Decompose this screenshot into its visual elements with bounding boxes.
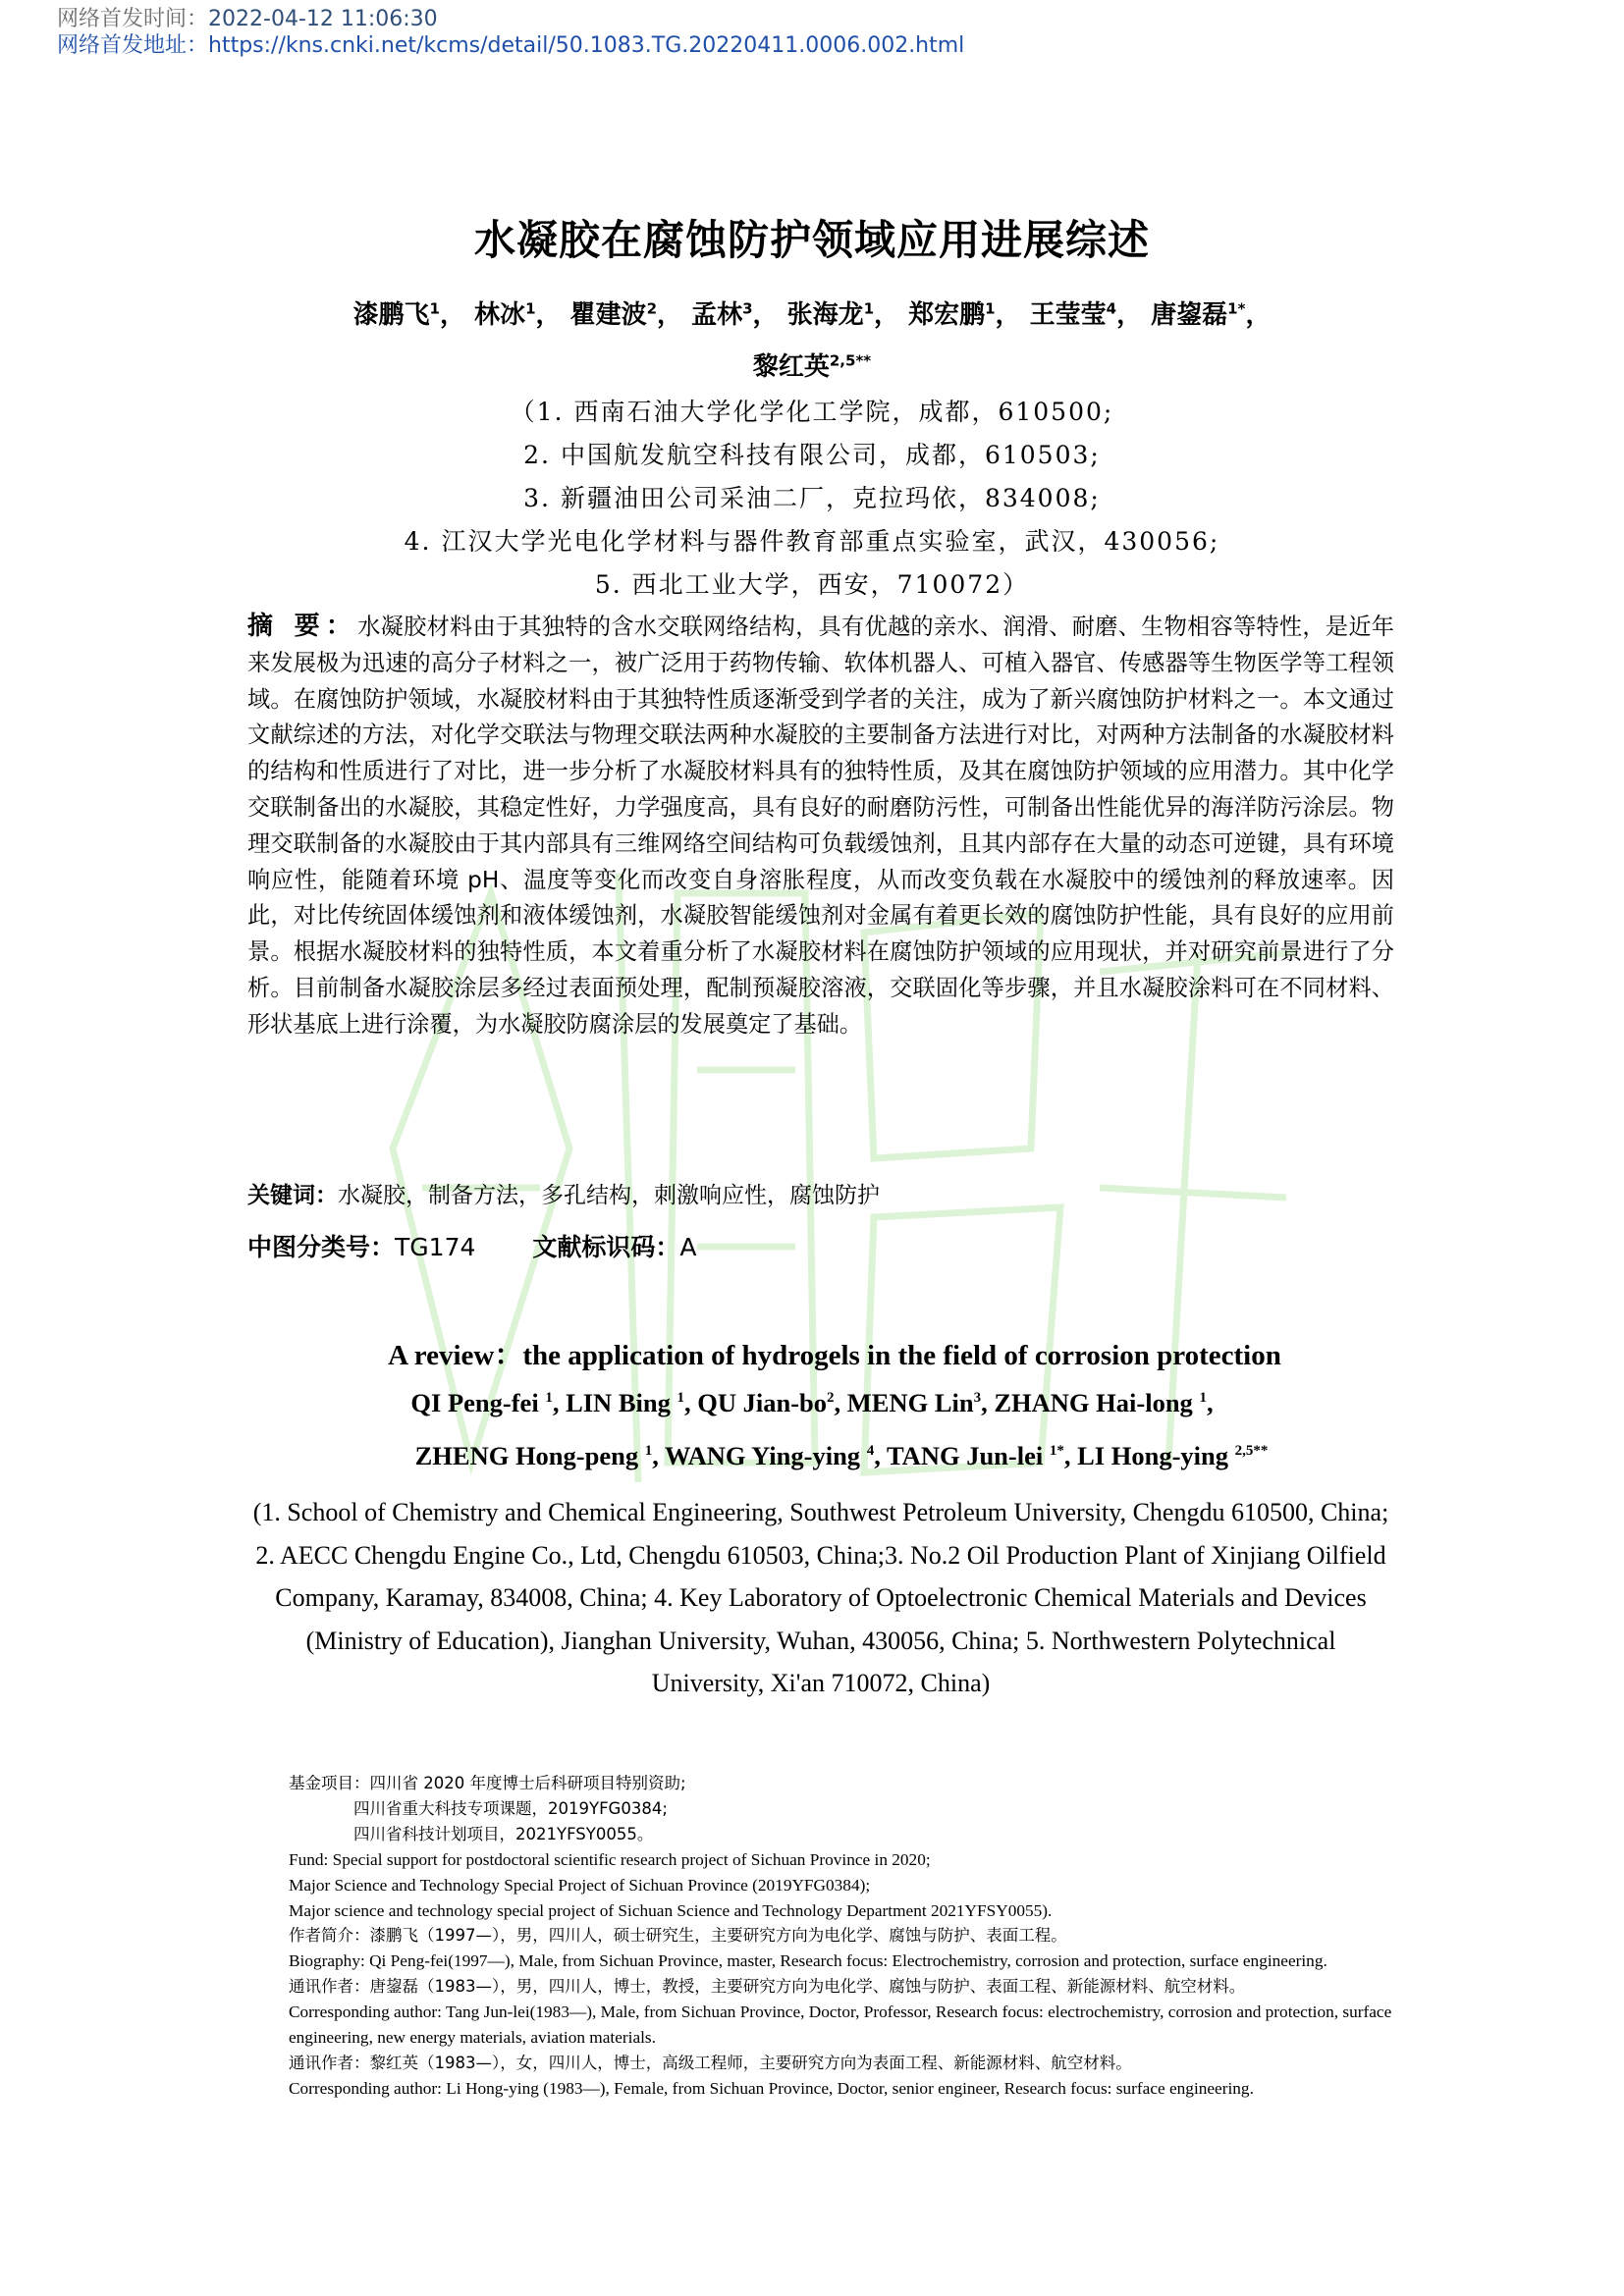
clc-value: TG174 (395, 1233, 476, 1261)
pub-time-value: 2022-04-12 11:06:30 (208, 7, 438, 31)
author-line-en-2: ZHENG Hong-peng $^1$, WANG Ying-ying $^4$, TANG Jun-lei $^{1*}$, LI Hong-ying $^{2,5**}$ (414, 1441, 1269, 1470)
fund-note-cn: 四川省重大科技专项课题，2019YFG0384; (353, 1798, 668, 1818)
fund-note-cn: 四川省科技计划项目，2021YFSY0055。 (353, 1824, 654, 1843)
fund-note-cn: 基金项目：四川省 2020 年度博士后科研项目特别资助; (289, 1774, 686, 1792)
author-affil-mark: 3 (742, 299, 753, 318)
paper-title: 水凝胶在腐蚀防护领域应用进展综述 (473, 216, 1150, 264)
keywords-label: 关键词： (247, 1183, 338, 1208)
pub-time-label: 网络首发时间： (57, 7, 209, 31)
keywords-cn (247, 1177, 880, 1209)
author-name: 王莹莹 (1029, 300, 1107, 330)
pub-url-row (57, 32, 964, 59)
author-affil-mark: 1 (1199, 1390, 1207, 1407)
online-publication-header (57, 6, 964, 59)
affiliation-line: （1. 西南石油大学化学化工学院，成都，610500; (510, 398, 1114, 426)
author-name: 张海龙 (786, 300, 864, 330)
author-name: 林冰 (474, 300, 526, 330)
author-affil-mark: 1 (985, 299, 996, 318)
author-affil-mark: 4 (1106, 299, 1117, 318)
corresponding-author-en: Corresponding author: Li Hong-ying (1983—), Female, from Sichuan Province, Doctor, senior engineer, Research focus: surface engineering. (289, 2078, 1254, 2098)
abstract-text: 水凝胶材料由于其独特的含水交联网络结构，具有优越的亲水、润滑、耐磨、生物相容等特性，是近年来发展极为迅速的高分子材料之一，被广泛用于药物传输、软体机器人、可植入器官、传感器等生物医学等工程领域。在腐蚀防护领域，水凝胶材料由于其独特性质逐渐受到学者的关注，成为了新兴腐蚀防护材料之一。本文通过文献综述的方法，对化学交联法与物理交联法两种水凝胶的主要制备方法进行对比，对两种方法制备的水凝胶材料的结构和性质进行了对比，进一步分析了水凝胶材料具有的独特性质，及其在腐蚀防护领域的应用潜力。其中化学交联制备出的水凝胶，其稳定性好，力学强度高，具有良好的耐磨防污性，可制备出性能优异的海洋防污涂层。物理交联制备的水凝胶由于其内部具有三维网络空间结构可负载缓蚀剂，且其内部存在大量的动态可逆键，具有环境响应性，能随着环境 pH、温度等变化而改变自身溶胀程度，从而改变负载在水凝胶中的缓蚀剂的释放速率。因此，对比传统固体缓蚀剂和液体缓蚀剂，水凝胶智能缓蚀剂对金属有着更长效的腐蚀防护性能，具有良好的应用前景。根据水凝胶材料的独特性质，本文着重分析了水凝胶材料在腐蚀防护领域的应用现状，并对研究前景进行了分析。目前制备水凝胶涂层多经过表面预处理，配制预凝胶溶液，交联固化等步骤，并且水凝胶涂料可在不同材料、形状基底上进行涂覆，为水凝胶防腐涂层的发展奠定了基础。 (247, 614, 1394, 1038)
affiliations-en: (1. School of Chemistry and Chemical Engineering, Southwest Petroleum University, Chengdu 610500, China; 2. AECC Chengdu Engine Co., Ltd, Chengdu 610503, China;3. No.2 Oil Production Plant of Xinjiang Oilfield Company, Karamay, 834008, China; 4. Key Laboratory of Optoelectronic Chemical Materials and Devices (Ministry of Education), Jianghan University, Wuhan, 430056, China; 5. Northwestern Polytechnical University, Xi'an 710072, China) (252, 1498, 1389, 1698)
pub-url-label: 网络首发地址： (57, 33, 209, 58)
fund-note-en: Major science and technology special project of Sichuan Science and Technology Department 2021YFSY0055). (289, 1900, 1053, 1920)
author-affil-mark: 3 (973, 1390, 982, 1407)
author-name: 唐鋆磊 (1151, 300, 1228, 330)
author-name-en: QI Peng-fei (410, 1388, 539, 1417)
affiliation-line: 4. 江汉大学光电化学材料与器件教育部重点实验室，武汉，430056; (404, 527, 1220, 556)
keywords-text: 水凝胶，制备方法，多孔结构，刺激响应性，腐蚀防护 (338, 1183, 880, 1208)
author-bio-cn: 作者简介：漆鹏飞（1997—），男，四川人，硕士研究生，主要研究方向为电化学、腐蚀与防护、表面工程。 (289, 1926, 1067, 1946)
author-line-2 (0, 347, 1624, 383)
affiliations-cn (0, 391, 1624, 607)
author-line-en-1: QI Peng-fei $^1$, LIN Bing $^1$, QU Jian-$bo^2$, MENG Lin$^3$, ZHANG Hai-long $^1$, (410, 1388, 1214, 1417)
paper-title-en: A review：the application of hydrogels in the field of corrosion protection (388, 1340, 1281, 1371)
author-affil-mark: 1 (525, 299, 536, 318)
author-affil-mark: 1 (863, 299, 875, 318)
affiliation-line: 5. 西北工业大学，西安，710072） (594, 570, 1030, 599)
author-affil-mark: 1* (1227, 299, 1246, 318)
author-name: 黎红英 (752, 352, 830, 382)
pub-time-row (57, 6, 964, 32)
author-affil-mark: 2 (827, 1390, 835, 1407)
author-bio-en: Biography: Qi Peng-fei(1997—), Male, from Sichuan Province, master, Research focus: Electrochemistry, corrosion and protection, surface engineering. (289, 1951, 1327, 1971)
author-line-1: 漆鹏飞$^1$， 林冰$^1$， 瞿建波$^2$， 孟林$^3$， 张海龙$^1$， 郑宏鹏$^1$， 王莹莹$^4$， 唐鋆磊$^{1*}$， (352, 299, 1272, 330)
corresponding-author-cn: 通讯作者：唐鋆磊（1983—），男，四川人，博士，教授，主要研究方向为电化学、腐蚀与防护、表面工程、新能源材料、航空材料。 (289, 1977, 1246, 1997)
author-name-en: LI Hong-ying (1077, 1441, 1228, 1470)
doc-code-value: A (679, 1233, 697, 1261)
classification-row (247, 1228, 697, 1263)
author-name: 郑宏鹏 (908, 300, 986, 330)
author-name-en: TANG Jun-lei (886, 1441, 1044, 1470)
author-name: 孟林 (691, 300, 743, 330)
footnotes (247, 1771, 1394, 2102)
author-name-en: QU Jian-bo (697, 1388, 828, 1417)
author-name-en: ZHENG Hong-peng (414, 1441, 639, 1470)
author-affil-mark: 1 (677, 1390, 684, 1407)
abstract-label: 摘 要： (247, 612, 358, 641)
abstract-cn (247, 609, 1394, 1043)
author-name: 漆鹏飞 (352, 300, 430, 330)
author-affil-mark: 1 (429, 299, 440, 318)
corresponding-author-cn: 通讯作者：黎红英（1983—），女，四川人，博士，高级工程师，主要研究方向为表面工程、新能源材料、航空材料。 (289, 2053, 1132, 2072)
author-name-en: WANG Ying-ying (665, 1441, 861, 1470)
author-affil-mark: 1 (644, 1443, 653, 1460)
author-affil-mark: 2,5** (829, 351, 872, 370)
author-affil-mark: 2 (646, 299, 658, 318)
author-name-en: MENG Lin (846, 1388, 974, 1417)
doc-code-label: 文献标识码： (532, 1233, 680, 1261)
fund-note-en: Fund: Special support for postdoctoral scientific research project of Sichuan Province in 2020; (289, 1849, 931, 1869)
affiliation-line: 3. 新疆油田公司采油二厂，克拉玛依，834008; (523, 484, 1101, 512)
pub-url-link[interactable]: https://kns.cnki.net/kcms/detail/50.1083.TG.20220411.0006.002.html (208, 33, 965, 58)
author-name-en: ZHANG Hai-long (994, 1388, 1193, 1417)
affiliation-line: 2. 中国航发航空科技有限公司，成都，610503; (523, 441, 1101, 469)
clc-label: 中图分类号： (247, 1233, 396, 1261)
author-name-en: LIN Bing (566, 1388, 671, 1417)
corresponding-author-en: Corresponding author: Tang Jun-lei(1983—), Male, from Sichuan Province, Doctor, Professor, Research focus: electrochemistry, corrosion and protection, surface engineering, new energy materials, aviation materials. (289, 2002, 1392, 2048)
author-affil-mark: 1 (545, 1390, 553, 1407)
author-affil-mark: 2,5** (1234, 1443, 1269, 1460)
author-affil-mark: 4 (866, 1443, 875, 1460)
author-name: 瞿建波 (569, 300, 647, 330)
author-affil-mark: 1* (1049, 1443, 1064, 1460)
fund-note-en: Major Science and Technology Special Project of Sichuan Province (2019YFG0384); (289, 1875, 871, 1895)
